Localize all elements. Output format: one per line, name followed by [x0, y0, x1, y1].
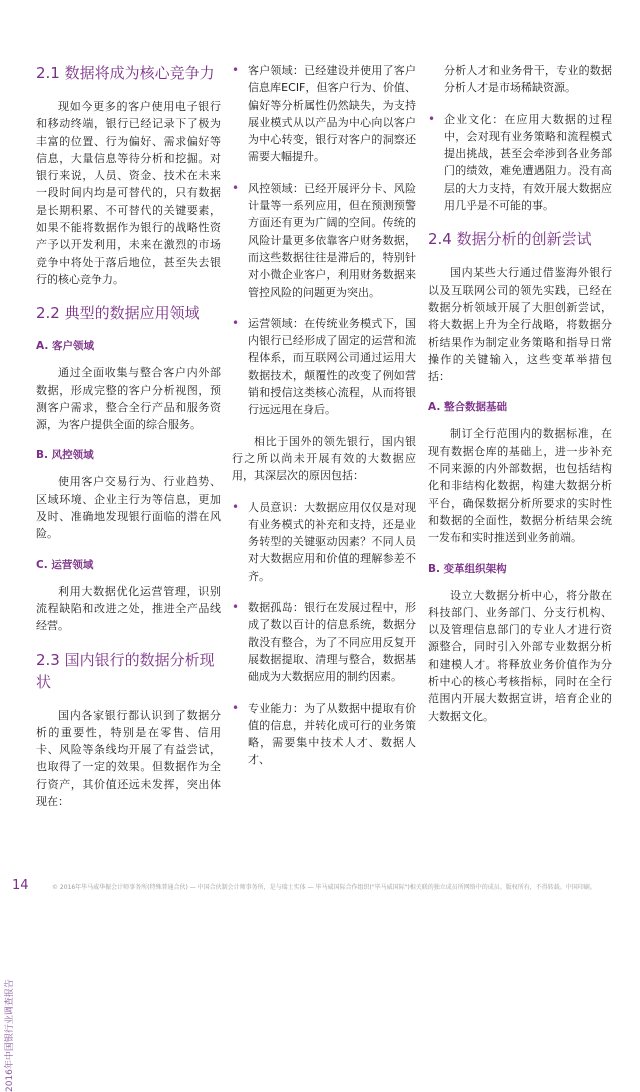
bullet-icon: •	[232, 700, 240, 715]
paragraph: 相比于国外的领先银行，国内银行之所以尚未开展有效的大数据应用，其深层次的原因包括：	[232, 434, 416, 483]
bullet-item	[232, 62, 416, 166]
bullet-item	[232, 599, 416, 685]
bullet-icon: •	[232, 499, 240, 514]
paragraph: 国内各家银行都认识到了数据分析的重要性，特别是在零售、信用卡、风险等条线均开展了有益尝试，也取得了一定的效果。但数据作为全行资产，其价值还远未发挥，突出体现在：	[36, 708, 221, 809]
bullet-item	[232, 700, 416, 769]
paragraph: 通过全面收集与整合客户内外部数据，形成完整的客户分析视图，预测客户需求，整合全行产品和服务资源，为客户提供全面的综合服务。	[36, 366, 221, 432]
bullet-text: 人员意识：大数据应用仅仅是对现有业务模式的补充和支持，还是业务转型的关键驱动因素？不同人员对大数据应用和价值的理解参差不齐。	[248, 500, 416, 583]
section-heading-2-1: 2.1 数据将成为核心竞争力	[36, 64, 215, 82]
bullet-item	[232, 315, 416, 419]
section-heading-2-2: 2.2 典型的数据应用领域	[36, 304, 200, 323]
subheading-customer: A. 客户领域	[36, 340, 94, 353]
bullet-text: 风控领域：已经开展评分卡、风险计量等一系列应用，但在预测预警方面还有更为广阔的空间。传统的风险计量更多依靠客户财务数据，而这些数据往往是滞后的，特别针对小微企业客户，利用财务数据来管控风险的问题更为突出。	[248, 181, 416, 299]
paragraph: 制订全行范围内的数据标准，在现有数据仓库的基础上，进一步补充不同来源的内外部数据，也包括结构化和非结构化数据，构建大数据分析平台，确保数据分析所要求的实时性和数据的全面性，数据分析结果会统一发布和实时推送到业务前端。	[428, 427, 612, 545]
subheading-risk: B. 风控领域	[36, 449, 94, 462]
subheading-org-structure: B. 变革组织架构	[428, 562, 507, 575]
paragraph: 现如今更多的客户使用电子银行和移动终端，银行已经记录下了极为丰富的位置、行为偏好、需求偏好等信息，大量信息等待分析和挖掘。对银行来说，人员、资金、技术在未来一段时间内均是可替代的，只有数据是长期积累、不可替代的关键要素，如果不能将数据作为银行的战略性资产予以开发利用，未来在激烈的市场竞争中将处于落后地位，甚至失去银行的核心竞争力。	[36, 100, 221, 286]
bullet-text: 分析人才和业务骨干，专业的数据分析人才是市场稀缺资源。	[444, 64, 612, 95]
bullet-continuation	[428, 62, 612, 97]
bullet-icon: •	[232, 315, 240, 330]
section-heading-2-3: 2.3 国内银行的数据分析现状	[36, 650, 215, 691]
bullet-item	[428, 111, 612, 215]
bullet-text: 专业能力：为了从数据中提取有价值的信息，并转化成可行的业务策略，需要集中技术人才、数据人才、	[248, 701, 416, 767]
bullet-text: 企业文化：在应用大数据的过程中，会对现有业务策略和流程模式提出挑战，甚至会牵涉到各业务部门的绩效，难免遭遇阻力。没有高层的大力支持，有效开展大数据应用几乎是不可能的事。	[444, 112, 612, 213]
page-number: 14	[12, 878, 29, 893]
footer-copyright: © 2016年毕马威华振会计师事务所(特殊普通合伙) — 中国合伙制会计师事务所，是与瑞士实体 — 毕马威国际合作组织("毕马威国际")相关联的独立成员所网络中的成员。版权所有，不得转载。中国印刷。	[52, 884, 596, 891]
column-right	[428, 62, 612, 739]
bullet-icon: •	[428, 111, 436, 126]
paragraph: 设立大数据分析中心，将分散在科技部门、业务部门、分支行机构、以及管理信息部门的专业人才进行资源整合，同时引入外部专业数据分析和建模人才。将释放业务价值作为分析中心的核心考核指标，同时在全行范围内开展大数据宣讲，培育企业的大数据文化。	[428, 588, 612, 723]
bullet-icon: •	[232, 180, 240, 195]
side-title-text: 2016年中国银行业调查报告	[5, 979, 15, 1092]
bullet-text: 客户领域：已经建设并使用了客户信息库ECIF，但客户行为、价值、偏好等分析属性仍然缺失，为支持展业模式从以产品为中心向以客户为中心转变，银行对客户的洞察还需要大幅提升。	[248, 64, 416, 164]
bullet-icon: •	[232, 600, 240, 615]
paragraph: 国内某些大行通过借鉴海外银行以及互联网公司的领先实践，已经在数据分析领域开展了大胆创新尝试，将大数据上升为全行战略，将数据分析结果作为制定业务策略和指导日常操作的关键输入，这些变革举措包括：	[428, 266, 612, 384]
section-heading-2-4: 2.4 数据分析的创新尝试	[428, 230, 592, 249]
bullet-text: 数据孤岛：银行在发展过程中，形成了数以百计的信息系统，数据分散没有整合，为了不同应用反复开展数据提取、清理与整合，数据基础成为大数据应用的制约因素。	[248, 601, 416, 684]
bullet-text: 运营领域：在传统业务模式下，国内银行已经形成了固定的运营和流程体系，而互联网公司通过运用大数据技术，颠覆性的改变了例如营销和授信这类核心流程，从而将银行远远甩在身后。	[248, 316, 416, 417]
column-left	[36, 62, 221, 824]
bullet-item	[232, 180, 416, 301]
column-middle	[232, 62, 416, 783]
bullet-icon: •	[232, 63, 240, 77]
subheading-data-foundation: A. 整合数据基础	[428, 401, 507, 414]
bullet-item	[232, 499, 416, 585]
paragraph: 利用大数据优化运营管理，识别流程缺陷和改进之处，推进全产品线经营。	[36, 584, 221, 633]
subheading-operations: C. 运营领域	[36, 558, 94, 571]
paragraph: 使用客户交易行为、行业趋势、区域环境、企业主行为等信息，更加及时、准确地发现银行面临的潜在风险。	[36, 475, 221, 541]
